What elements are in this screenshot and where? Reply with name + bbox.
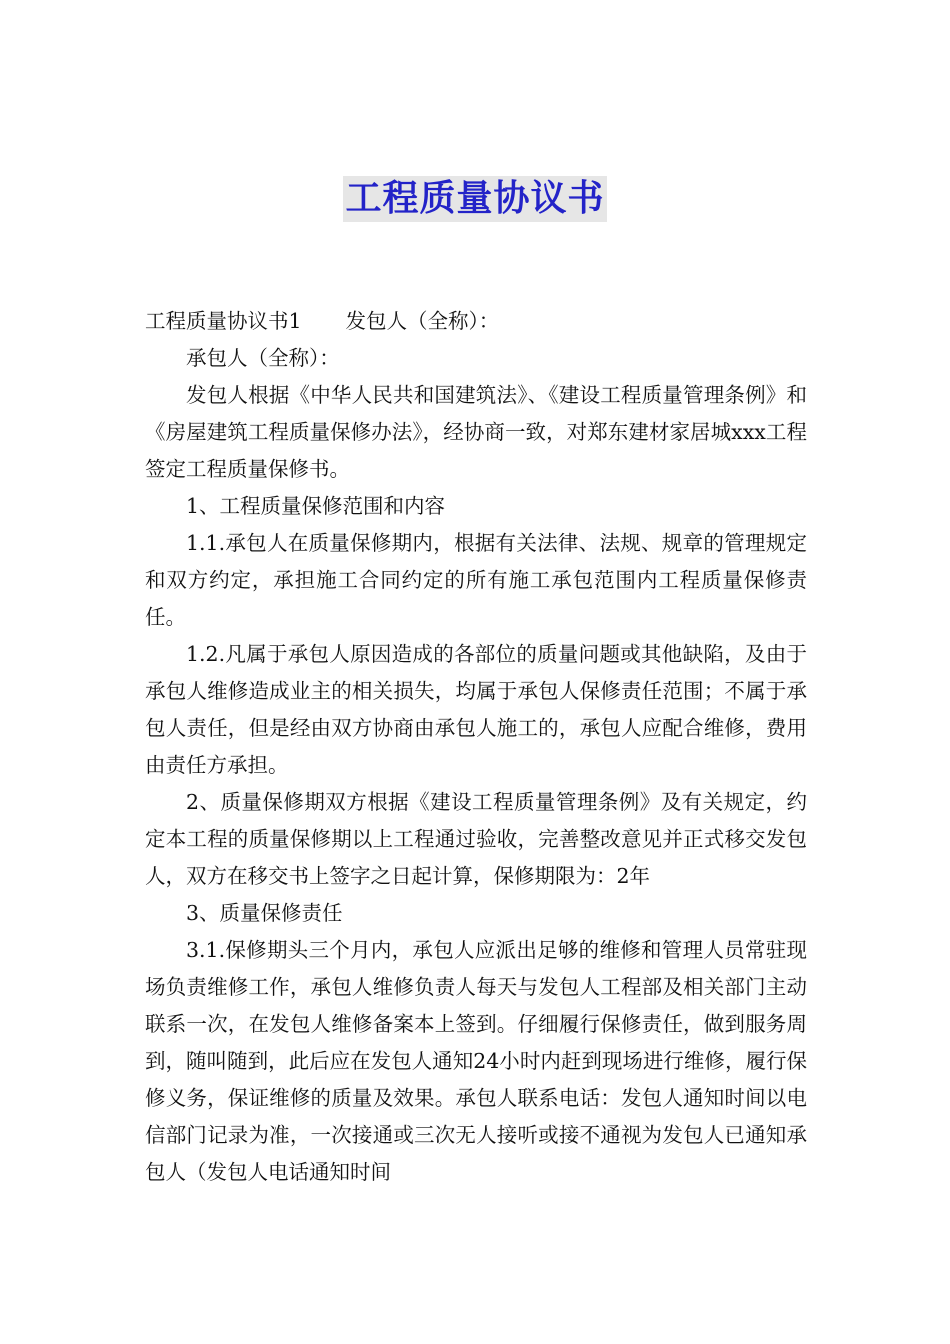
document-body [145,303,807,1191]
document-title: 工程质量协议书 [343,176,606,222]
contractor-label: 承包人（全称）： [186,346,340,370]
clause-1-1: 1.1.承包人在质量保修期内，根据有关法律、法规、规章的管理规定和双方约定，承担施工合同约定的所有施工承包范围内工程质量保修责任。 [145,531,807,629]
paragraph-preamble: 发包人根据《中华人民共和国建筑法》、《建设工程质量管理条例》和《房屋建筑工程质量保修办法》，经协商一致，对郑东建材家居城xxx工程签定工程质量保修书。 [145,383,807,481]
title-container [0,176,950,222]
section-heading-1: 1、工程质量保修范围和内容 [186,494,446,518]
section-heading-3: 3、质量保修责任 [186,901,343,925]
clause-3-1: 3.1.保修期头三个月内，承包人应派出足够的维修和管理人员常驻现场负责维修工作，承包人维修负责人每天与发包人工程部及相关部门主动联系一次，在发包人维修备案本上签到。仔细履行保修责任，做到服务周到，随叫随到，此后应在发包人通知24小时内赶到现场进行维修，履行保修义务，保证维修的质量及效果。承包人联系电话：发包人通知时间以电信部门记录为准，一次接通或三次无人接听或接不通视为发包人已通知承包人（发包人电话通知时间 [145,938,807,1184]
paragraph-heading-line [145,303,807,340]
doc-heading-ref: 工程质量协议书1 [145,309,302,333]
clause-1-2: 1.2.凡属于承包人原因造成的各部位的质量问题或其他缺陷，及由于承包人维修造成业主的相关损失，均属于承包人保修责任范围；不属于承包人责任，但是经由双方协商由承包人施工的，承包人应配合维修，费用由责任方承担。 [145,642,807,777]
section-2: 2、质量保修期双方根据《建设工程质量管理条例》及有关规定，约定本工程的质量保修期以上工程通过验收，完善整改意见并正式移交发包人，双方在移交书上签字之日起计算，保修期限为：2年 [145,790,807,888]
employer-label: 发包人（全称）： [345,309,500,333]
